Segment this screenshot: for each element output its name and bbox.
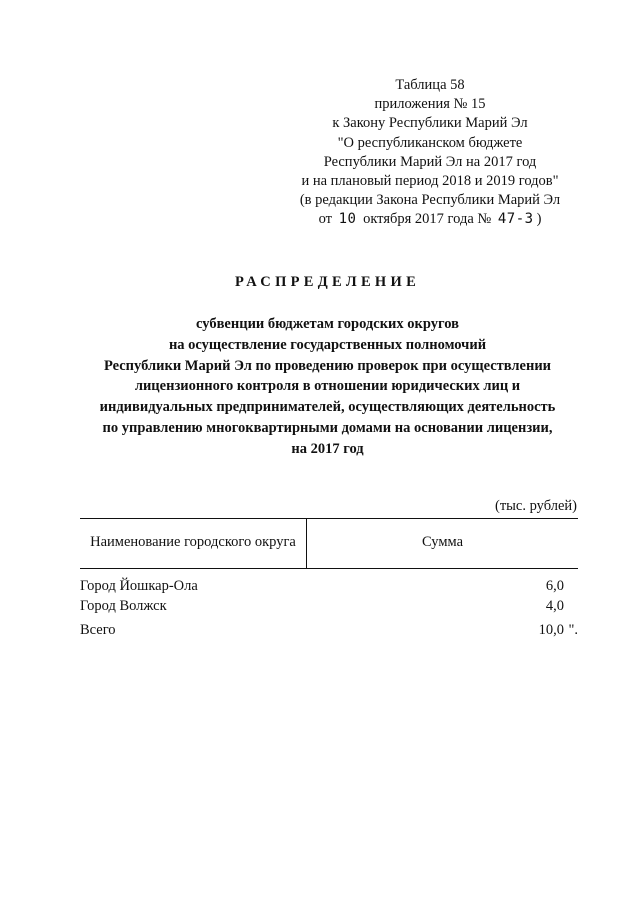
header-line-law-title-2: Республики Марий Эл на 2017 год (323, 153, 537, 170)
date-middle: октября 2017 года № (363, 211, 492, 228)
table-row (80, 598, 578, 618)
subtitle-line-4: лицензионного контроля в отношении юридических лиц и (134, 378, 521, 395)
appendix-header (290, 76, 570, 230)
column-header-name: Наименование городского округа (90, 534, 296, 550)
total-value: 10,0 (538, 622, 564, 638)
date-day: 10 (338, 211, 357, 228)
row-name: Город Волжск (80, 598, 167, 614)
header-line-revision: (в редакции Закона Республики Марий Эл (299, 192, 561, 209)
table-total-row (80, 622, 578, 642)
units-label: (тыс. рублей) (495, 498, 577, 514)
table-top-rule (80, 518, 578, 519)
header-line-law: к Закону Республики Марий Эл (332, 115, 528, 132)
header-line-law-title-1: "О республиканском бюджете (337, 134, 523, 151)
closing-quote: ". (568, 622, 578, 638)
subtitle-line-5: индивидуальных предпринимателей, осуществляющих деятельность (99, 399, 556, 416)
document-subtitle (60, 314, 595, 460)
subtitle-line-1: субвенции бюджетам городских округов (196, 316, 459, 332)
subtitle-line-7: на 2017 год (291, 440, 364, 457)
date-prefix: от (318, 211, 332, 228)
subtitle-line-6: по управлению многоквартирными домами на основании лицензии, (102, 419, 553, 436)
row-value: 6,0 (545, 578, 564, 594)
row-value: 4,0 (545, 598, 564, 614)
table-header-bottom-rule (80, 568, 578, 569)
subtitle-line-2: на осуществление государственных полномочий (168, 336, 487, 353)
header-line-law-title-3: и на плановый период 2018 и 2019 годов" (301, 173, 559, 190)
table-row (80, 578, 578, 598)
row-name: Город Йошкар-Ола (80, 578, 198, 594)
law-number: 47-З (497, 211, 534, 228)
column-header-sum: Сумма (421, 534, 464, 550)
document-title: РАСПРЕДЕЛЕНИЕ (234, 274, 421, 290)
header-line-appendix: приложения № 15 (374, 96, 486, 113)
date-suffix: ) (536, 211, 542, 228)
header-line-table-number: Таблица 58 (395, 77, 465, 93)
subtitle-line-3: Республики Марий Эл по проведению проверок при осуществлении (103, 357, 552, 374)
total-label: Всего (80, 622, 116, 638)
header-line-date (290, 210, 570, 229)
